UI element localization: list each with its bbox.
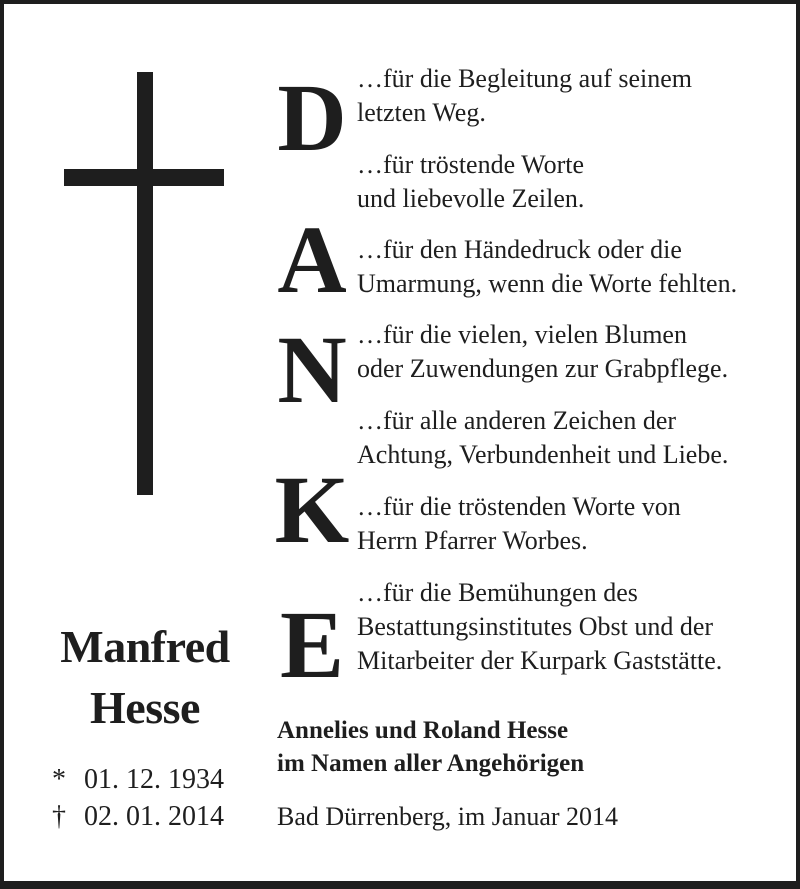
thanks-item [357, 490, 681, 558]
birth-date-row [52, 764, 224, 796]
deceased-first-name: Manfred [60, 621, 230, 672]
thanks-line: …für tröstende Worte [357, 150, 585, 179]
thanks-item [357, 576, 722, 678]
cross-horizontal-bar [64, 169, 224, 186]
thanks-line: …für die Begleitung auf seinem [357, 64, 693, 93]
cross-vertical-bar [137, 72, 153, 495]
thanks-item [357, 404, 728, 472]
death-date-row [52, 801, 224, 833]
deceased-last-name: Hesse [90, 682, 200, 733]
signature-subtitle: im Namen aller Angehörigen [277, 750, 585, 777]
signature [277, 714, 584, 780]
thanks-line: Herrn Pfarrer Worbes. [357, 526, 588, 555]
thanks-item [357, 318, 728, 386]
thanks-line: …für die tröstenden Worte von [357, 492, 681, 521]
signature-names: Annelies und Roland Hesse [277, 717, 569, 744]
danke-letter-k: K [274, 456, 350, 563]
thanks-line: Achtung, Verbundenheit und Liebe. [357, 440, 729, 469]
danke-letter-d: D [277, 64, 347, 171]
thanks-item [357, 62, 692, 130]
danke-letter-e: E [279, 591, 345, 698]
death-date: 02. 01. 2014 [84, 801, 224, 832]
birth-date: 01. 12. 1934 [84, 764, 224, 795]
thanks-line: Bestattungsinstitutes Obst und der [357, 612, 714, 641]
thanks-line: letzten Weg. [357, 98, 486, 127]
place-date: Bad Dürrenberg, im Januar 2014 [277, 802, 619, 831]
thanks-line: …für die Bemühungen des [357, 578, 638, 607]
thanks-line: Mitarbeiter der Kurpark Gaststätte. [357, 646, 723, 675]
thanks-line: oder Zuwendungen zur Grabpflege. [357, 354, 729, 383]
thanks-line: und liebevolle Zeilen. [357, 184, 585, 213]
birth-star-icon: * [52, 764, 66, 795]
thanks-line: …für alle anderen Zeichen der [357, 406, 677, 435]
thanks-line: Umarmung, wenn die Worte fehlten. [357, 269, 738, 298]
thanks-line: …für die vielen, vielen Blumen [357, 320, 687, 349]
danke-letter-n: N [277, 316, 347, 423]
thanks-line: …für den Händedruck oder die [357, 235, 682, 264]
death-dagger-icon: † [52, 801, 66, 832]
thanks-item [357, 233, 737, 301]
thanks-item [357, 148, 584, 216]
danke-letter-a: A [277, 206, 347, 313]
